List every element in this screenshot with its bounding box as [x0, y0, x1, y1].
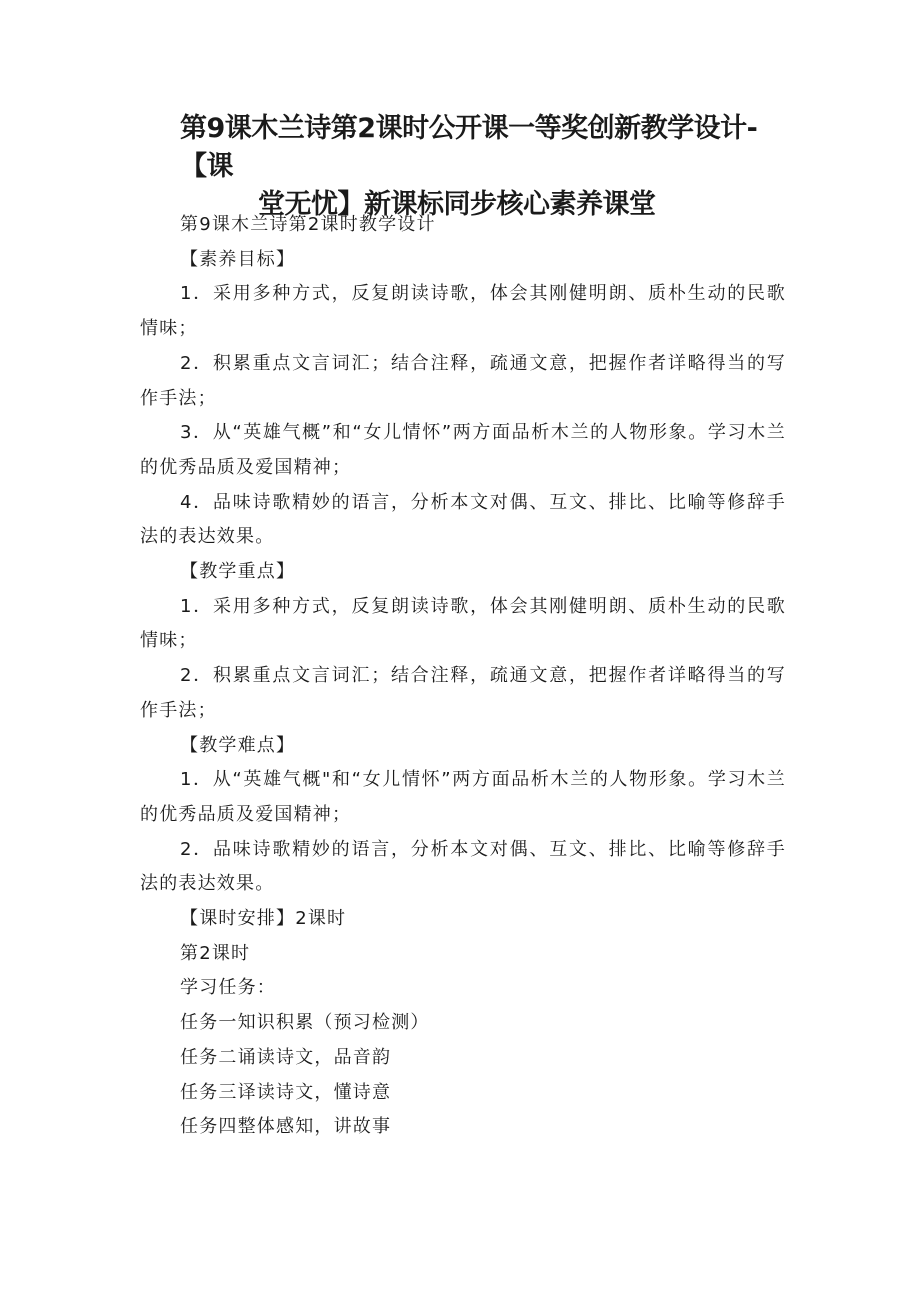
tasks-label: 学习任务： [180, 977, 276, 999]
difficulty-item: 1．从“英雄气概"和“女儿情怀”两方面品析木兰的人物形象。学习木兰的优秀品质及爱国精神； [140, 769, 786, 825]
subtitle: 第9课木兰诗第2课时教学设计 [180, 214, 436, 235]
task-item: 任务一知识积累（预习检测） [180, 1012, 430, 1034]
goal-item: 3．从“英雄气概”和“女儿情怀”两方面品析木兰的人物形象。学习木兰的优秀品质及爱国精神； [140, 422, 786, 478]
task-item: 任务四整体感知，讲故事 [180, 1116, 392, 1138]
focus-item: 2．积累重点文言词汇；结合注释，疏通文意，把握作者详略得当的写作手法； [140, 665, 786, 721]
goal-item: 1．采用多种方式，反复朗读诗歌，体会其刚健明朗、质朴生动的民歌情味； [140, 283, 786, 340]
task-item: 任务二诵读诗文，品音韵 [180, 1046, 392, 1068]
title-line-2: 堂无忧】新课标同步核心素养课堂 [258, 189, 656, 220]
lesson-label: 第2课时 [180, 942, 251, 964]
difficulty-item: 2．品味诗歌精妙的语言，分析本文对偶、互文、排比、比喻等修辞手法的表达效果。 [140, 838, 786, 895]
document-body [140, 208, 786, 1145]
section-heading-focus: 【教学重点】 [180, 561, 296, 583]
section-heading-difficulty: 【教学难点】 [180, 734, 296, 756]
document-title [180, 110, 780, 224]
goal-item: 2．积累重点文言词汇；结合注释，疏通文意，把握作者详略得当的写作手法； [140, 352, 786, 409]
task-item: 任务三译读诗文，懂诗意 [180, 1081, 392, 1103]
section-heading-schedule: 【课时安排】2课时 [180, 908, 347, 930]
title-line-1: 第9课木兰诗第2课时公开课一等奖创新教学设计-【课 [180, 113, 758, 182]
goal-item: 4．品味诗歌精妙的语言，分析本文对偶、互文、排比、比喻等修辞手法的表达效果。 [140, 491, 786, 548]
focus-item: 1．采用多种方式，反复朗读诗歌，体会其刚健明朗、质朴生动的民歌情味； [140, 595, 786, 652]
section-heading-goals: 【素养目标】 [180, 248, 296, 270]
